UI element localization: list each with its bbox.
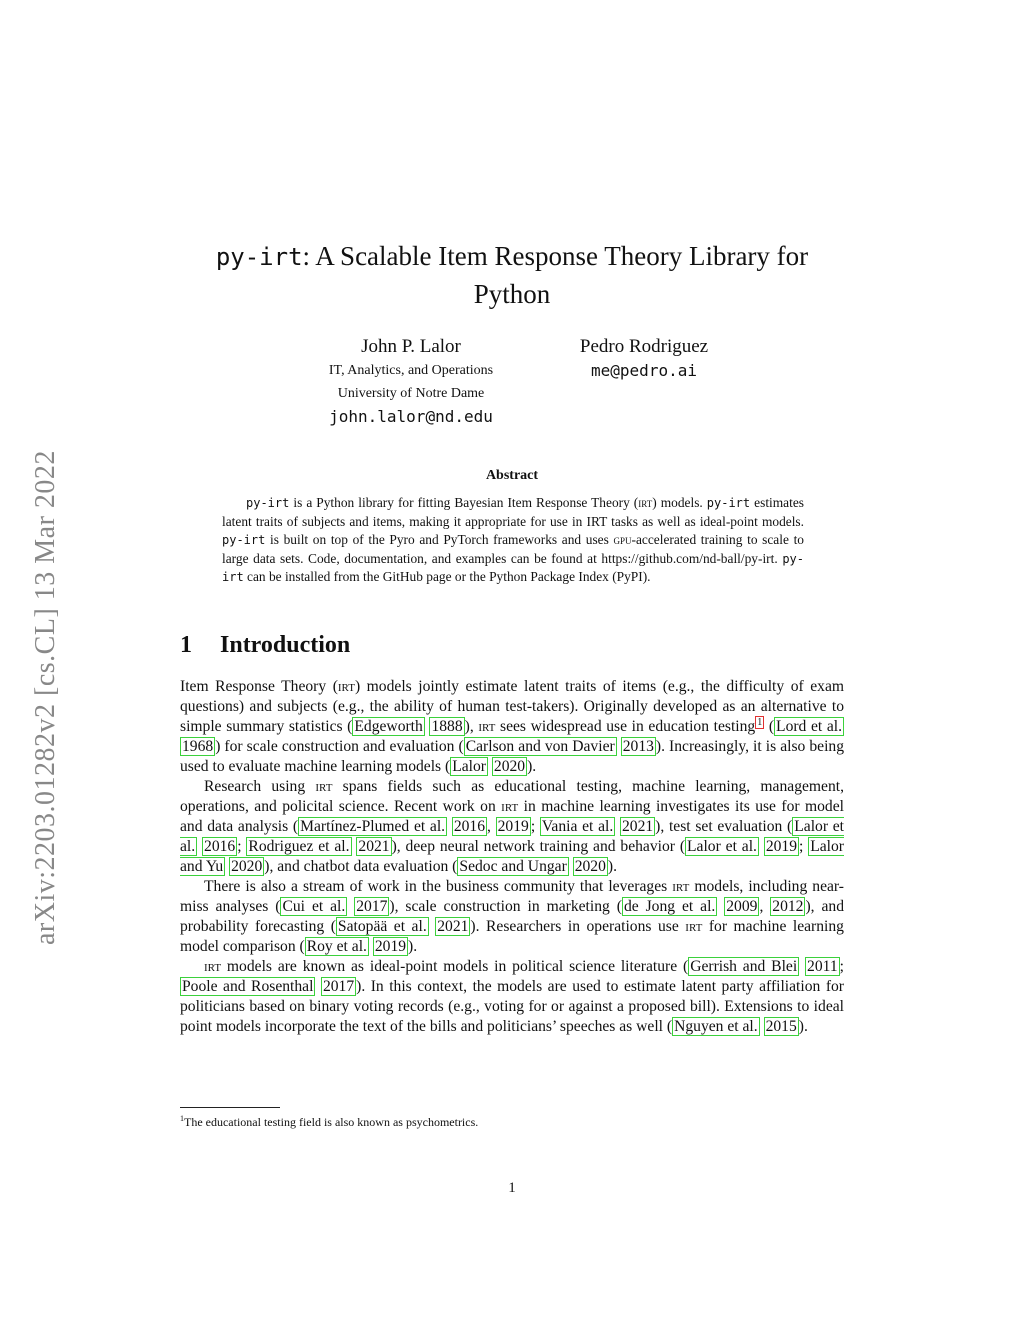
citation-link[interactable]: Edgeworth bbox=[354, 718, 423, 735]
section-title: Introduction bbox=[220, 632, 351, 658]
abstract-span: -accelerated training to scale to large data sets. Code, documentation, and examples can be found at https://github.com/nd-ball/py-irt. bbox=[222, 532, 804, 566]
abstract-span: is built on top of the Pyro and PyTorch frameworks and uses bbox=[265, 532, 614, 548]
citation-link[interactable]: 1888 bbox=[431, 718, 463, 735]
section-number: 1 bbox=[180, 632, 192, 658]
citation-link[interactable]: de Jong et al. bbox=[623, 898, 716, 915]
citation-link[interactable]: 2019 bbox=[374, 938, 407, 955]
author-affiliation: University of Notre Dame bbox=[337, 386, 485, 401]
text-span: Research using bbox=[204, 778, 316, 795]
author-name: Pedro Rodriguez bbox=[579, 336, 709, 357]
text-span: in machine learning investigates its use for model and data analysis ( bbox=[180, 798, 844, 835]
footnote bbox=[180, 1111, 844, 1130]
title-code: py-irt bbox=[215, 243, 303, 271]
citation-link[interactable]: Gerrish and Blei bbox=[690, 958, 798, 975]
citation-link[interactable]: 2013 bbox=[622, 738, 654, 755]
text-span: ). bbox=[798, 1018, 808, 1035]
citation-link[interactable]: Satopää et al. bbox=[337, 918, 427, 935]
citation-link[interactable]: 2011 bbox=[807, 958, 838, 975]
smallcaps-irt: irt bbox=[337, 678, 355, 695]
text-span: ), bbox=[464, 718, 479, 735]
text-span: ; bbox=[799, 838, 809, 855]
citation-link[interactable]: 2021 bbox=[358, 838, 390, 855]
paragraph bbox=[180, 677, 844, 777]
citation-link[interactable]: Martínez-Plumed et al. bbox=[300, 818, 446, 835]
smallcaps-irt: irt bbox=[685, 918, 703, 935]
citation-link[interactable]: Sedoc and Ungar bbox=[459, 858, 567, 875]
text-span: , bbox=[487, 818, 496, 835]
citation-link[interactable]: Vania et al. bbox=[541, 818, 614, 835]
citation-link[interactable]: 2020 bbox=[231, 858, 263, 875]
text-span: ), scale construction in marketing ( bbox=[389, 898, 622, 915]
citation-link[interactable]: 2017 bbox=[356, 898, 388, 915]
text-span: ). Researchers in operations use bbox=[470, 918, 686, 935]
citation-link[interactable]: 2021 bbox=[437, 918, 469, 935]
citation-link[interactable]: 2019 bbox=[765, 838, 798, 855]
text-span: ; bbox=[530, 818, 540, 835]
citation-link[interactable]: 2019 bbox=[497, 818, 529, 835]
abstract-span: can be installed from the GitHub page or the Python Package Index (PyPI). bbox=[243, 569, 651, 585]
author-block-rodriguez bbox=[556, 334, 732, 383]
arxiv-identifier: arXiv:2203.01282v2 [cs.CL] 13 Mar 2022 bbox=[30, 450, 61, 945]
citation-link[interactable]: Lord et al. bbox=[776, 718, 843, 735]
text-span: ), test set evaluation ( bbox=[655, 818, 793, 835]
citation-link[interactable]: Cui et al. bbox=[282, 898, 346, 915]
section-heading bbox=[180, 632, 350, 659]
text-span: for machine learning model comparison ( bbox=[180, 918, 844, 955]
text-span: , bbox=[759, 898, 771, 915]
citation-link[interactable]: 2017 bbox=[322, 978, 355, 995]
author-name: John P. Lalor bbox=[361, 336, 461, 357]
citation-link[interactable]: Lalor bbox=[452, 758, 486, 775]
paragraph bbox=[180, 957, 844, 1037]
text-span: sees widespread use in education testing bbox=[495, 718, 756, 735]
abstract-text bbox=[222, 494, 804, 587]
page-number: 1 bbox=[508, 1180, 516, 1196]
text-span: models, including near-miss analyses ( bbox=[180, 878, 844, 915]
footnote-link[interactable]: 1 bbox=[757, 716, 763, 728]
author-block-lalor bbox=[296, 334, 526, 429]
footnote-mark: 1 bbox=[180, 1114, 184, 1123]
text-span: models are known as ideal-point models in political science literature ( bbox=[221, 958, 689, 975]
smallcaps-gpu: gpu bbox=[613, 532, 632, 548]
citation-link[interactable]: Nguyen et al. bbox=[674, 1018, 758, 1035]
abstract-span: estimates latent traits of subjects and items, making it appropriate for use in IRT tasks as well as ideal-point models. bbox=[222, 495, 804, 529]
title-text: : A Scalable Item Response Theory Library for Python bbox=[302, 241, 809, 309]
text-span: Item Response Theory ( bbox=[180, 678, 338, 695]
abstract-heading: Abstract bbox=[485, 468, 539, 483]
text-span: ). bbox=[527, 758, 537, 775]
author-affiliation: IT, Analytics, and Operations bbox=[328, 363, 494, 378]
citation-link[interactable]: Lalor et al. bbox=[180, 818, 845, 855]
text-span: ) models jointly estimate latent traits of items (e.g., the difficulty of exam questions) and subjects (e.g., the ability of human test-takers). Originally developed as an alternative to simple summary statistics ( bbox=[180, 678, 845, 735]
text-span: ; bbox=[237, 838, 247, 855]
citation-link[interactable]: 1968 bbox=[182, 738, 214, 755]
code-py-irt: py-irt bbox=[222, 551, 804, 585]
text-span: ). bbox=[607, 858, 617, 875]
citation-link[interactable]: 2015 bbox=[765, 1018, 797, 1035]
text-span: ; bbox=[839, 958, 844, 975]
author-email[interactable]: john.lalor@nd.edu bbox=[329, 407, 493, 426]
text-span: ). In this context, the models are used to estimate latent party affiliation for politicians based on binary voting records (e.g., voting for or against a proposed bill). Extensions to ideal point models incorporate the text of the bills and politicians’ speeches as well ( bbox=[180, 978, 844, 1035]
citation-link[interactable]: Carlson and von Davier bbox=[465, 738, 615, 755]
citation-link[interactable]: 2012 bbox=[772, 898, 804, 915]
citation-link[interactable]: Poole and Rosenthal bbox=[182, 978, 314, 995]
citation-link[interactable]: Roy et al. bbox=[306, 938, 367, 955]
author-email[interactable]: me@pedro.ai bbox=[591, 361, 697, 380]
citation-link[interactable]: 2021 bbox=[621, 818, 654, 835]
code-py-irt: py-irt bbox=[706, 496, 751, 510]
text-span: ). bbox=[408, 938, 418, 955]
citation-link[interactable]: Rodriguez et al. bbox=[248, 838, 350, 855]
paragraph bbox=[180, 777, 844, 877]
footnote-text: The educational testing field is also known as psychometrics. bbox=[184, 1115, 479, 1129]
citation-link[interactable]: 2016 bbox=[453, 818, 485, 835]
smallcaps-irt: irt bbox=[478, 718, 496, 735]
smallcaps-irt: irt bbox=[315, 778, 333, 795]
abstract-span: ) models. bbox=[652, 495, 707, 510]
abstract-span: is a Python library for fitting Bayesian Item Response Theory ( bbox=[289, 495, 639, 510]
text-span: ). Increasingly, it is also being used to evaluate machine learning models ( bbox=[180, 738, 844, 775]
smallcaps-irt: irt bbox=[638, 495, 653, 510]
smallcaps-irt: irt bbox=[501, 798, 519, 815]
text-span: ), and chatbot data evaluation ( bbox=[264, 858, 458, 875]
footnote-divider bbox=[180, 1107, 280, 1108]
citation-link[interactable]: Lalor et al. bbox=[687, 838, 757, 855]
citation-link[interactable]: 2020 bbox=[493, 758, 526, 775]
citation-link[interactable]: 2016 bbox=[204, 838, 236, 855]
code-py-irt: py-irt bbox=[222, 533, 266, 548]
text-span: There is also a stream of work in the business community that leverages bbox=[204, 878, 673, 895]
text-span: ), and probability forecasting ( bbox=[180, 898, 844, 935]
introduction-body bbox=[180, 677, 844, 1037]
text-span: ( bbox=[764, 718, 775, 735]
citation-link[interactable]: Lalor and Yu bbox=[180, 838, 844, 875]
text-span: ), deep neural network training and behavior ( bbox=[391, 838, 686, 855]
text-span: spans fields such as educational testing, machine learning, management, operations, and policital science. Recent work on bbox=[180, 778, 844, 815]
citation-link[interactable]: 2020 bbox=[574, 858, 606, 875]
code-py-irt: py-irt bbox=[246, 496, 290, 510]
paragraph bbox=[180, 877, 844, 957]
smallcaps-irt: irt bbox=[204, 958, 222, 975]
citation-link[interactable]: 2009 bbox=[726, 898, 758, 915]
text-span: ) for scale construction and evaluation ( bbox=[215, 738, 464, 755]
paper-title bbox=[180, 238, 844, 313]
smallcaps-irt: irt bbox=[672, 878, 690, 895]
